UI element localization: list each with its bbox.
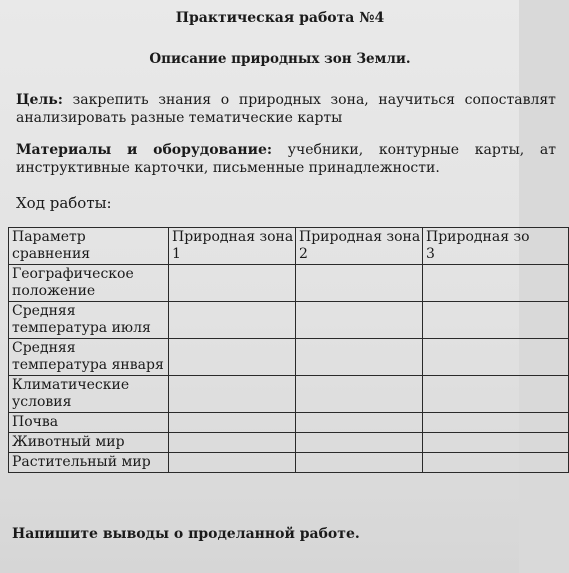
materials-paragraph [16, 141, 556, 177]
empty-cell[interactable] [423, 339, 569, 376]
empty-cell[interactable] [296, 413, 423, 433]
page-subtitle: Описание природных зон Земли. [149, 51, 411, 67]
materials-word: контурные [378, 142, 460, 158]
empty-cell[interactable] [423, 413, 569, 433]
empty-cell[interactable] [296, 302, 423, 339]
page-title: Практическая работа №4 [175, 10, 385, 26]
row-label: Растительный мир [9, 453, 169, 473]
empty-cell[interactable] [169, 339, 296, 376]
row-label-line: положение [12, 283, 96, 299]
header-line: 2 [299, 246, 308, 262]
empty-cell[interactable] [169, 265, 296, 302]
comparison-table [8, 227, 569, 473]
header-zone-2 [296, 228, 423, 265]
row-label [9, 302, 169, 339]
header-line: Параметр [12, 229, 86, 245]
row-label [9, 376, 169, 413]
goal-word: зона, [330, 92, 369, 108]
header-line: Природная зо [426, 229, 530, 245]
row-label-line: температура января [12, 357, 164, 373]
conclusion-prompt: Напишите выводы о проделанной работе. [12, 526, 360, 542]
goal-line-1 [16, 91, 556, 109]
empty-cell[interactable] [423, 265, 569, 302]
empty-cell[interactable] [296, 376, 423, 413]
goal-line-2: анализировать разные тематические карты [16, 110, 343, 126]
row-label-line: температура июля [12, 320, 151, 336]
empty-cell[interactable] [296, 433, 423, 453]
header-line: Природная зона [172, 229, 294, 245]
empty-cell[interactable] [169, 433, 296, 453]
row-label [9, 265, 169, 302]
goal-word: сопоставлят [464, 92, 556, 108]
materials-word: карты, [474, 142, 525, 158]
header-line: 1 [172, 246, 181, 262]
header-line: Природная зона [299, 229, 421, 245]
row-label-line: Климатические [12, 377, 130, 393]
materials-word: учебники, [287, 142, 364, 158]
table-row [9, 453, 569, 473]
empty-cell[interactable] [169, 376, 296, 413]
goal-paragraph [16, 91, 556, 127]
table-row [9, 433, 569, 453]
empty-cell[interactable] [296, 453, 423, 473]
row-label: Почва [9, 413, 169, 433]
header-parameter [9, 228, 169, 265]
empty-cell[interactable] [423, 453, 569, 473]
empty-cell[interactable] [296, 265, 423, 302]
header-line: сравнения [12, 246, 91, 262]
table-row [9, 376, 569, 413]
empty-cell[interactable] [423, 433, 569, 453]
row-label: Животный мир [9, 433, 169, 453]
table-row [9, 302, 569, 339]
empty-cell[interactable] [169, 413, 296, 433]
table-row [9, 265, 569, 302]
materials-line-2: инструктивные карточки, письменные принадлежности. [16, 160, 440, 176]
empty-cell[interactable] [169, 453, 296, 473]
goal-word: научиться [378, 92, 455, 108]
goal-word: природных [238, 92, 321, 108]
empty-cell[interactable] [423, 376, 569, 413]
empty-cell[interactable] [169, 302, 296, 339]
progress-heading: Ход работы: [16, 194, 112, 212]
table-header-row [9, 228, 569, 265]
header-zone-3 [423, 228, 569, 265]
materials-label-word: и [127, 142, 138, 158]
materials-word: ат [539, 142, 556, 158]
table-row [9, 339, 569, 376]
empty-cell[interactable] [296, 339, 423, 376]
goal-label: Цель: [16, 92, 63, 108]
empty-cell[interactable] [423, 302, 569, 339]
row-label-line: условия [12, 394, 72, 410]
header-zone-1 [169, 228, 296, 265]
header-line: 3 [426, 246, 435, 262]
materials-line-1 [16, 141, 556, 159]
row-label-line: Средняя [12, 340, 76, 356]
materials-label-word: Материалы [16, 142, 112, 158]
table-row [9, 413, 569, 433]
goal-word: знания [158, 92, 212, 108]
row-label-line: Географическое [12, 266, 134, 282]
row-label-line: Средняя [12, 303, 76, 319]
materials-label-word: оборудование: [153, 142, 273, 158]
goal-word: о [220, 92, 230, 108]
row-label [9, 339, 169, 376]
goal-word: закрепить [72, 92, 149, 108]
